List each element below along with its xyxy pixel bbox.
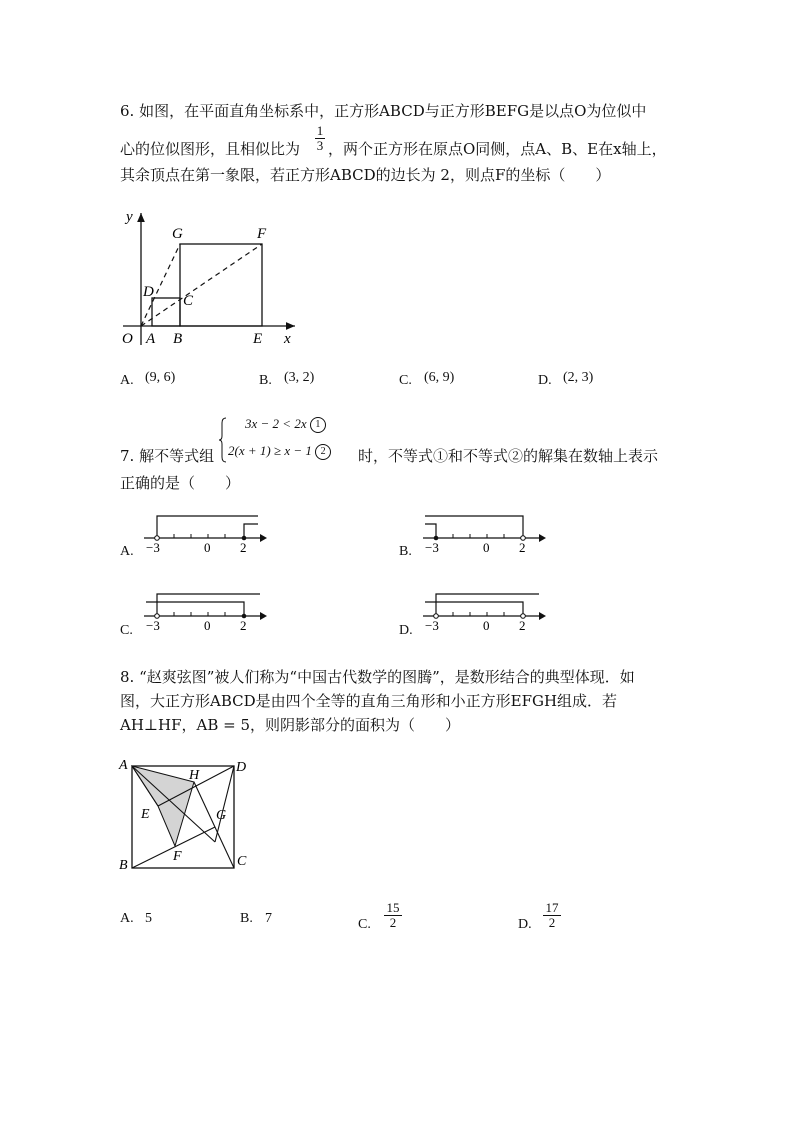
q7-inequality-2-text: 2(x + 1) ≥ x − 1 (228, 443, 312, 458)
q7-a-tick-left: −3 (146, 540, 160, 555)
q6-label-e: E (253, 331, 263, 347)
q7-numberline-d (419, 586, 549, 634)
q7-c-tick-zero: 0 (204, 618, 211, 633)
q7-b-tick-zero: 0 (483, 540, 490, 555)
q8-label-h: H (189, 768, 200, 783)
q7-b-tick-right: 2 (519, 540, 526, 555)
q7-d-tick-right: 2 (519, 618, 526, 633)
q7-c-tick-left: −3 (146, 618, 160, 633)
q8-label-a: A (119, 758, 128, 773)
q8-label-g: G (216, 808, 227, 823)
q6-option-c-label: C. (399, 373, 412, 388)
q6-label-b: B (173, 331, 183, 347)
q8-option-d-fraction (543, 901, 561, 930)
q7-option-c-label: C. (120, 623, 133, 638)
q7-numberline-a (140, 508, 270, 556)
q8-label-c: C (237, 854, 247, 869)
q8-figure (115, 755, 255, 875)
q8-option-c-fraction (384, 901, 402, 930)
q7-a-tick-right: 2 (240, 540, 247, 555)
q8-option-b-label: B. (240, 911, 253, 926)
q6-square-abcd (152, 298, 180, 326)
q7-numberline-c (140, 586, 270, 634)
q7-a-tick-zero: 0 (204, 540, 211, 555)
q7-stem-a: 7. 解不等式组 (120, 447, 215, 465)
q7-inequality-1 (245, 416, 326, 433)
q7-d-tick-zero: 0 (483, 618, 490, 633)
q7-b-tick-left: −3 (425, 540, 439, 555)
q8-label-e: E (141, 807, 150, 822)
q6-option-b-value: (3, 2) (284, 370, 315, 385)
q8-option-d-numerator: 17 (545, 900, 559, 915)
q8-option-a-value: 5 (145, 911, 152, 926)
q6-option-a-label: A. (120, 373, 134, 388)
q6-line1: 6. 如图，在平面直角坐标系中，正方形ABCD与正方形BEFG是以点O为位似中 (120, 102, 647, 120)
q6-option-a-value: (9, 6) (145, 370, 176, 385)
q6-label-d: D (143, 284, 154, 300)
q8-option-c-denominator: 2 (384, 915, 402, 930)
q6-ratio-denominator: 3 (316, 138, 324, 153)
q6-figure (115, 205, 305, 350)
q8-option-c-numerator: 15 (386, 900, 400, 915)
q7-stem-b: 时，不等式①和不等式②的解集在数轴上表示 (358, 447, 659, 465)
q8-shaded-region (132, 766, 194, 846)
q8-label-f: F (173, 849, 182, 864)
q7-inequality-1-mark: 1 (310, 417, 326, 433)
q6-label-g: G (172, 226, 183, 242)
q7-c-tick-right: 2 (240, 618, 247, 633)
q7-d-tick-left: −3 (425, 618, 439, 633)
q6-ratio-fraction (315, 124, 325, 153)
q8-option-a-label: A. (120, 911, 134, 926)
q8-line2: 图，大正方形ABCD是由四个全等的直角三角形和小正方形EFGH组成．若 (120, 692, 618, 710)
q6-line2b: ，两个正方形在原点O同侧，点A、B、E在x轴上， (328, 140, 667, 158)
q8-line3: AH⊥HF，AB = 5，则阴影部分的面积为（ ） (120, 716, 461, 734)
q6-label-y: y (126, 209, 133, 225)
q6-option-b-label: B. (259, 373, 272, 388)
q7-numberline-b (419, 508, 549, 556)
q6-label-c: C (183, 293, 194, 309)
q8-line1: 8. “赵爽弦图”被人们称为“中国古代数学的图腾”，是数形结合的典型体现．如 (120, 668, 635, 686)
q8-option-b-value: 7 (265, 911, 272, 926)
q6-option-c-value: (6, 9) (424, 370, 455, 385)
q7-inequality-2 (228, 443, 331, 460)
q8-option-d-label: D. (518, 917, 532, 932)
q6-option-d-value: (2, 3) (563, 370, 594, 385)
q6-label-a: A (146, 331, 156, 347)
q7-inequality-1-text: 3x − 2 < 2x (245, 416, 307, 431)
q7-option-d-label: D. (399, 623, 413, 638)
q6-label-f: F (257, 226, 267, 242)
q8-option-d-denominator: 2 (543, 915, 561, 930)
q6-label-o: O (122, 331, 133, 347)
q6-line3: 其余顶点在第一象限，若正方形ABCD的边长为 2，则点F的坐标（ ） (120, 166, 611, 184)
q7-option-a-label: A. (120, 544, 134, 559)
q6-ratio-numerator: 1 (316, 123, 324, 138)
q6-dashed-of (141, 244, 262, 326)
q7-brace (218, 416, 228, 464)
q6-label-x: x (284, 331, 291, 347)
q8-label-d: D (236, 760, 247, 775)
q7-option-b-label: B. (399, 544, 412, 559)
q7-inequality-2-mark: 2 (315, 444, 331, 460)
q6-line2a: 心的位似图形，且相似比为 (120, 140, 301, 158)
q7-stem-c: 正确的是（ ） (120, 474, 241, 492)
q6-square-befg (180, 244, 262, 326)
q8-label-b: B (119, 858, 128, 873)
q8-option-c-label: C. (358, 917, 371, 932)
q6-option-d-label: D. (538, 373, 552, 388)
